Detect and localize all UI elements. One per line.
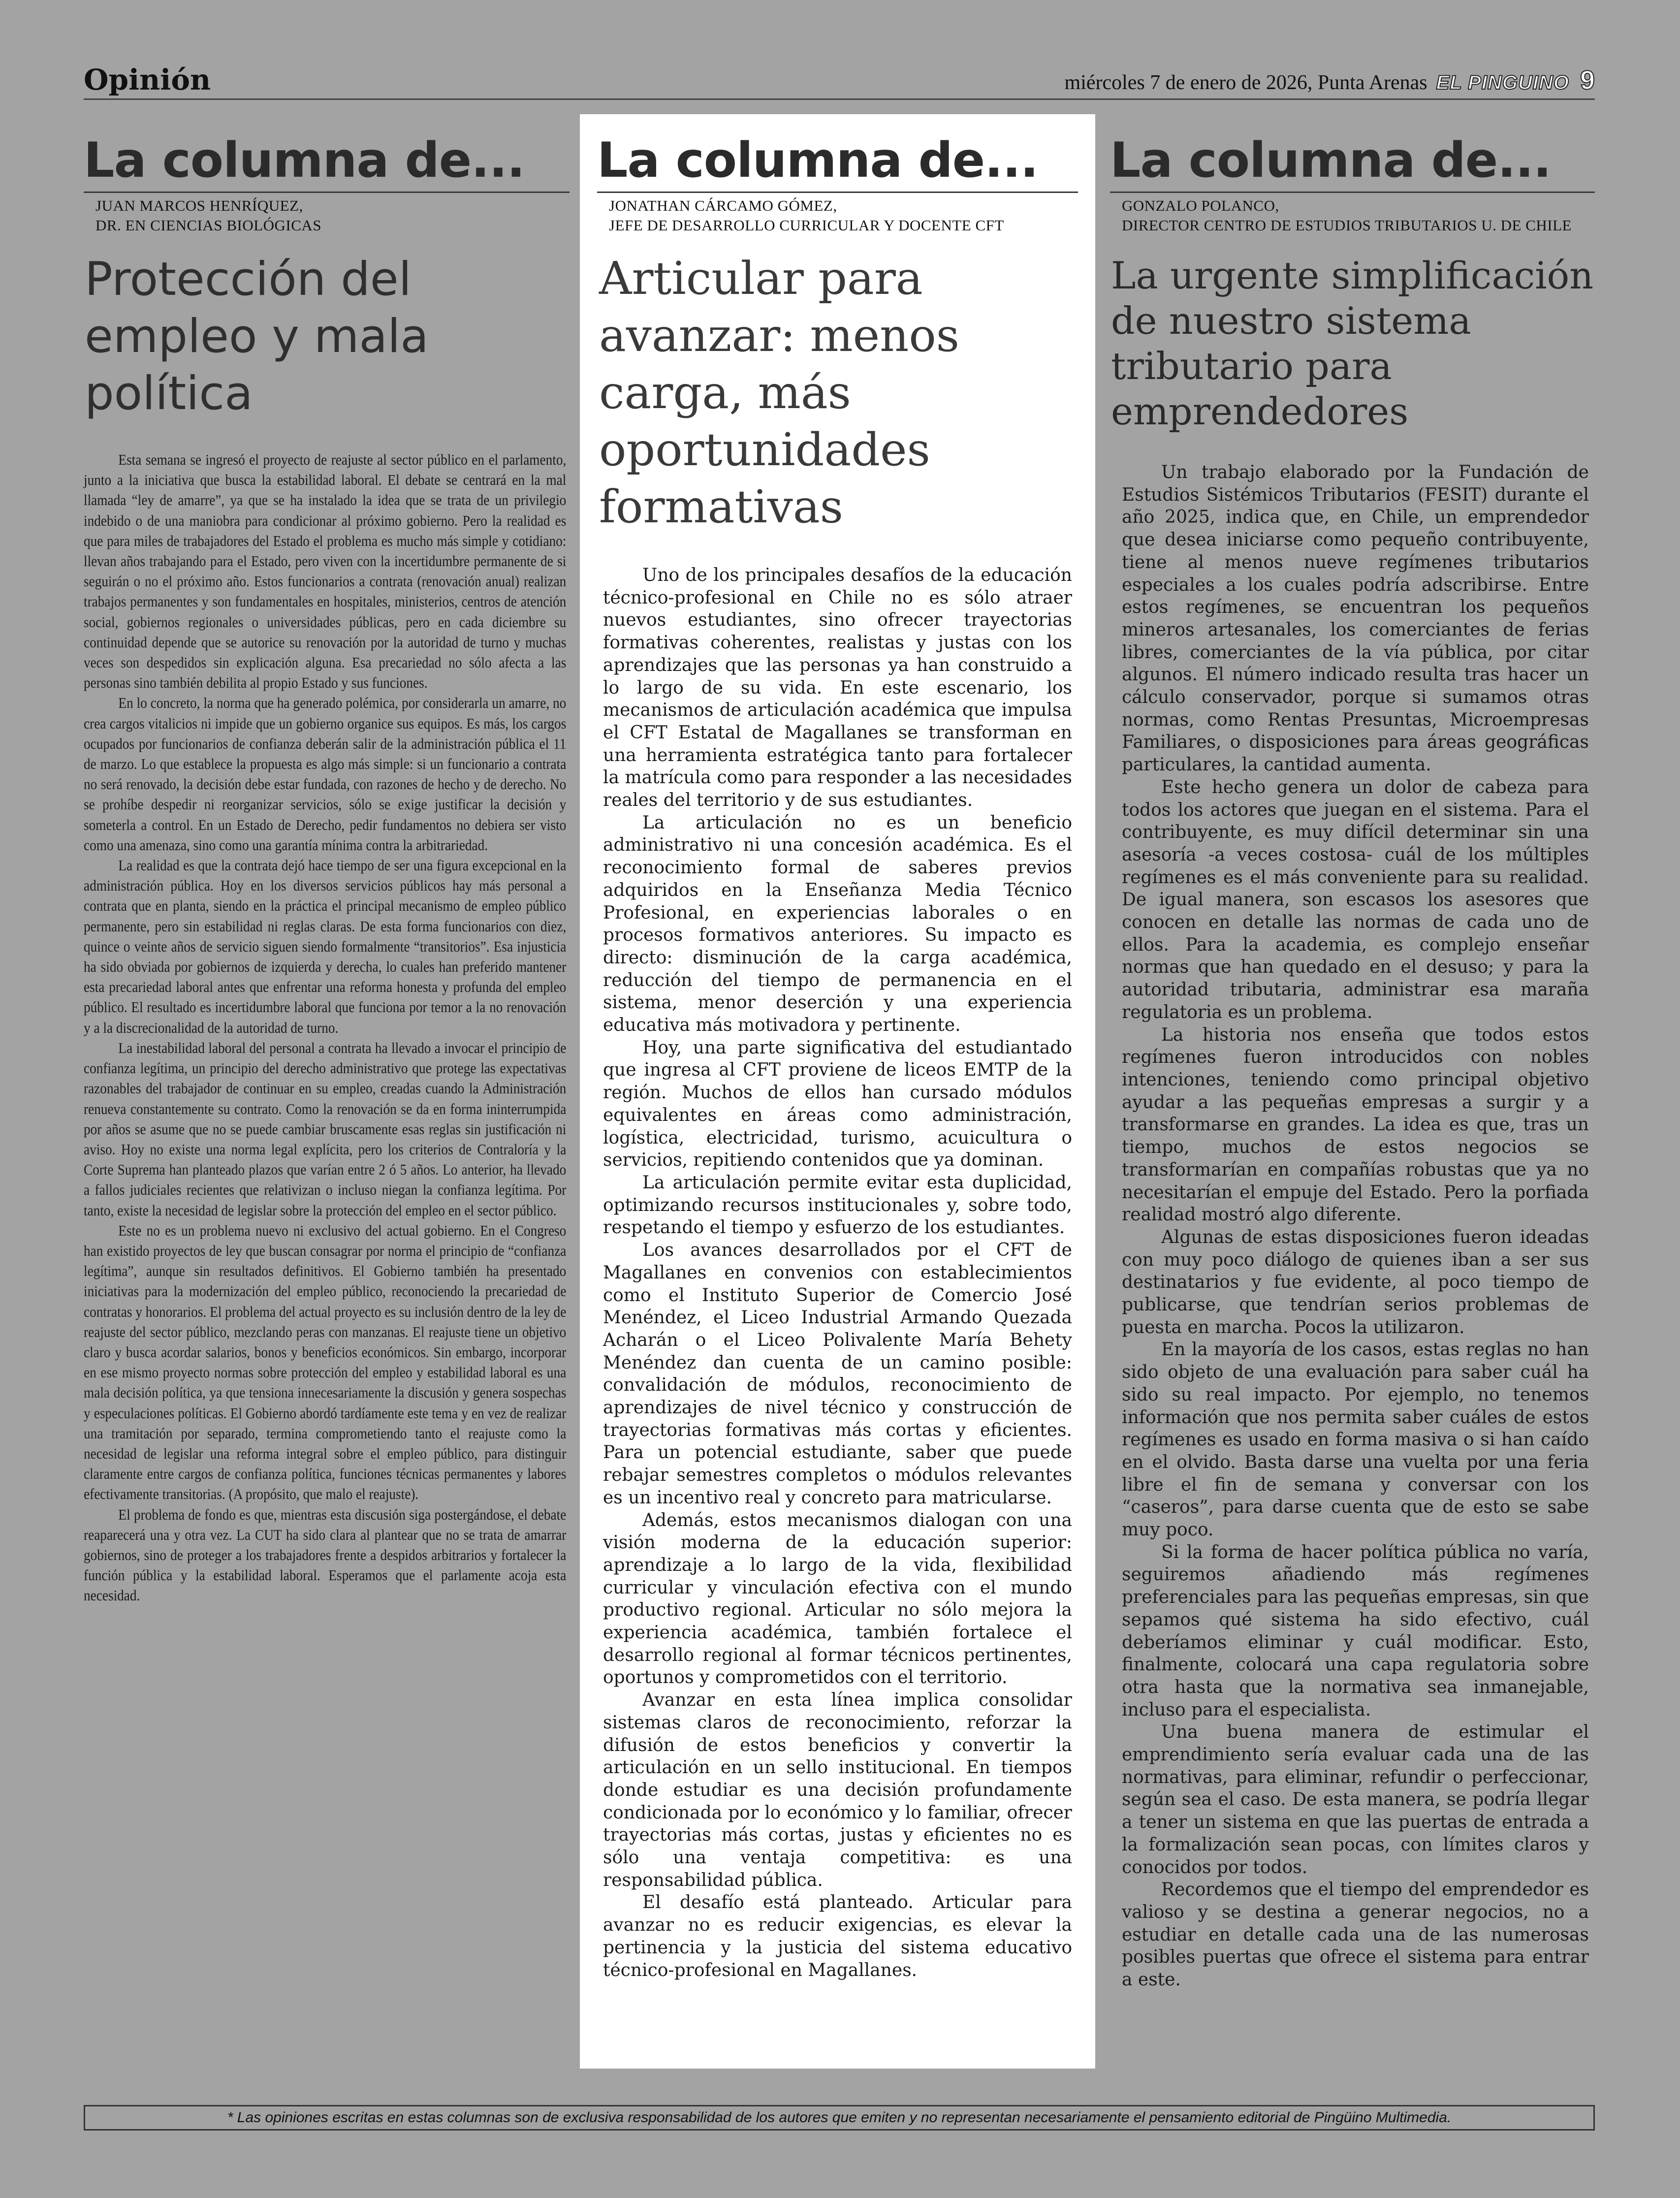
article-paragraph: Además, estos mecanismos dialogan con una visión moderna de la educación superior: aprendizaje a lo largo de la vida, flexibilidad curricular y vinculación efectiva con el mundo productivo regional. Articular no sólo mejora la experiencia académica, también fortalece el desarrollo regional al formar técnicos pertinentes, oportunos y comprometidos con el territorio. [603, 1510, 1072, 1688]
article-paragraph: La articulación permite evitar esta duplicidad, optimizando recursos institucionales y, sobre todo, respetando el tiempo y esfuerzo de los estudiantes. [603, 1172, 1072, 1238]
article-body [1110, 461, 1595, 1991]
article-headline: Protección del empleo y mala política [85, 253, 429, 420]
date-location: miércoles 7 de enero de 2026, Punta Arenas [1064, 71, 1427, 94]
column-kicker: La columna de... [597, 136, 1078, 193]
article-paragraph: Esta semana se ingresó el proyecto de reajuste al sector público en el parlamento, junto a la iniciativa que busca la estabilidad laboral. El debate se centrará en la mal llamada “ley de amarre”, ya que se ha instalado la idea que se trata de un privilegio indebido o de una maniobra para condicionar al próximo gobierno. Pero la realidad es que para miles de trabajadores del Estado el problema es mucho más simple y cotidiano: llevan años trabajando para el Estado, pero viven con la incertidumbre permanente de si seguirán o no el próximo año. Estos funcionarios a contrata (renovación anual) realizan trabajos permanentes y son fundamentales en hospitales, ministerios, centros de atención social, gobiernos regionales o universidades públicas, pero en cada diciembre su continuidad depende que se autorice su renovación por la autoridad de turno y muchas veces son despedidos sin explicación alguna. Esa precariedad no sólo afecta a las personas sino también debilita al propio Estado y sus funciones. [84, 451, 567, 692]
article-paragraph: Recordemos que el tiempo del emprendedor es valioso y se destina a generar negocios, no a estudiar en detalle cada una de las numerosas posibles puertas que ofrece el sistema para entrar a este. [1122, 1879, 1589, 1990]
masthead [84, 60, 1595, 100]
author-title: DR. EN CIENCIAS BIOLÓGICAS [95, 217, 322, 234]
article-paragraph: El desafío está planteado. Articular para avanzar no es reducir exigencias, es elevar la pertinencia y la justicia del sistema educativo técnico-profesional en Magallanes. [603, 1892, 1072, 1980]
article-paragraph: Uno de los principales desafíos de la educación técnico-profesional en Chile no es sólo atraer nuevos estudiantes, sino ofrecer trayectorias formativas coherentes, realistas y justas con los aprendizajes que las personas ya han construido a lo largo de su vida. En este escenario, los mecanismos de articulación académica que impulsa el CFT Estatal de Magallanes se transforman en una herramienta estratégica tanto para fortalecer la matrícula como para responder a las necesidades reales del territorio y de sus estudiantes. [603, 565, 1072, 811]
article-paragraph: Una buena manera de estimular el emprendimiento sería evaluar cada una de las normativas, para eliminar, refundir o perfeccionar, según sea el caso. De esta manera, se podría llegar a tener un sistema en que las puertas de entrada a la formalización sean pocas, con límites claros y conocidos por todos. [1122, 1722, 1589, 1878]
article-paragraph: Este no es un problema nuevo ni exclusivo del actual gobierno. En el Congreso han existido proyectos de ley que buscan consagrar por norma el principio de “confianza legítima”, aunque sin resultados definitivos. El Gobierno también ha presentado iniciativas para la modernización del empleo público, reconociendo la precariedad de contratas y honorarios. El problema del actual proyecto es su inclusión dentro de la ley de reajuste del sector público, mezclando peras con manzanas. El reajuste tiene un objetivo claro y busca acordar salarios, bonos y beneficios económicos. Sin embargo, incorporar en ese mismo proyecto normas sobre protección del empleo y estabilidad laboral es una mala decisión política, ya que tensiona innecesariamente la discusión y genera sospechas y especulaciones políticas. El Gobierno abordó tardíamente este tema y en vez de realizar una tramitación por separado, termina comprometiendo tanto el reajuste como la necesidad de legislar una reforma integral sobre el empleo público, para distinguir claramente entre cargos de confianza política, funciones técnicas permanentes y labores efectivamente transitorias. (A propósito, que malo el reajuste). [84, 1221, 567, 1503]
article-paragraph: La realidad es que la contrata dejó hace tiempo de ser una figura excepcional en la administración pública. Hoy en los diversos servicios públicos hay más personal a contrata que en planta, siendo en la práctica el principal mecanismo de empleo público permanente, pero sin estabilidad ni reglas claras. De esta forma funcionarios con diez, quince o veinte años de servicio siguen siendo formalmente “transitorios”. Esa injusticia ha sido obviada por gobiernos de izquierda y derecha, lo cuales han preferido mantener esta precariedad laboral antes que enfrentar una reforma honesta y profunda del empleo público. El resultado es incertidumbre laboral que funciona por temor a la no renovación y a la discrecionalidad de la autoridad de turno. [84, 857, 567, 1036]
article-paragraph: Si la forma de hacer política pública no varía, seguiremos añadiendo más regímenes preferenciales para las pequeñas empresas, sin que sepamos qué sistema ha sido efectivo, cuál deberíamos eliminar y cuál modificar. Esto, finalmente, colocará una capa regulatoria sobre otra hasta que la normativa sea inmanejable, incluso para el especialista. [1122, 1542, 1589, 1720]
article-paragraph: La articulación no es un beneficio administrativo ni una concesión académica. Es el reconocimiento formal de saberes previos adquiridos en la Enseñanza Media Técnico Profesional, en experiencias laborales o en procesos formativos anteriores. Su impacto es directo: disminución de la carga académica, reducción del tiempo de permanencia en el sistema, menor deserción y una experiencia educativa más motivadora y pertinente. [603, 812, 1072, 1036]
section-label: Opinión [84, 63, 211, 96]
article-paragraph: La historia nos enseña que todos estos regímenes fueron introducidos con nobles intenciones, teniendo como principal objetivo ayudar a las pequeñas empresas a surgir y a transformarse en grandes. La idea es que, tras un tiempo, muchos de estos negocios se transformarían en compañías robustas que ya no necesitarían el empuje del Estado. Pero la porfiada realidad mostró algo diferente. [1122, 1024, 1589, 1225]
article-paragraph: Algunas de estas disposiciones fueron ideadas con muy poco diálogo de quienes iban a ser sus destinatarios y fue evidente, al poco tiempo de publicarse, que tendrían serios problemas de puesta en marcha. Pocos la utilizaron. [1122, 1227, 1589, 1338]
author-byline [95, 196, 570, 235]
column-3 [1110, 114, 1595, 2027]
article-paragraph: Hoy, una parte significativa del estudiantado que ingresa al CFT proviene de liceos EMTP de la región. Muchos de ellos han cursado módulos equivalentes en áreas como administración, logística, electricidad, turismo, acuicultura o servicios, repitiendo contenidos que ya dominan. [603, 1037, 1072, 1171]
article-headline: La urgente simplificación de nuestro sistema tributario para emprendedores [1111, 254, 1594, 433]
article-paragraph: La inestabilidad laboral del personal a contrata ha llevado a invocar el principio de confianza legítima, un principio del derecho administrativo que protege las expectativas razonables del trabajador de continuar en su empleo, creadas cuando la Administración renueva constantemente su contrato. Como la renovación se da en forma ininterrumpida por años se asume que no se puede cambiar bruscamente esas reglas sin justificación ni aviso. Hoy no existe una norma legal explícita, pero los criterios de Contraloría y la Corte Suprema han planteado plazos que varían entre 2 ó 5 años. Lo anterior, ha llevado a fallos judiciales recientes que relativizan o incluso niegan la confianza legítima. Por tanto, existe la necesidad de legislar sobre la protección del empleo en el sector público. [84, 1039, 567, 1219]
footer-disclaimer-box [84, 2105, 1595, 2131]
page-number: 9 [1580, 65, 1595, 95]
article-body [84, 449, 570, 1606]
article-paragraph: Avanzar en esta línea implica consolidar sistemas claros de reconocimiento, reforzar la difusión de estos beneficios y convertir la articulación en un sello institucional. En tiempos donde estudiar es una decisión profundamente condicionada por lo económico y lo familiar, ofrecer trayectorias más cortas, justas y eficientes no es sólo una ventaja competitiva: es una responsabilidad pública. [603, 1690, 1072, 1890]
article-paragraph: En la mayoría de los casos, estas reglas no han sido objeto de una evaluación para saber cuál ha sido su real impacto. Por ejemplo, no tenemos información que nos permita saber cuáles de estos regímenes es usado en forma masiva o si han caído en el olvido. Basta darse una vuelta por una feria libre el fin de semana y conversar con los “caseros”, para darse cuenta que de esto se sabe muy poco. [1122, 1339, 1589, 1540]
author-name: JUAN MARCOS HENRÍQUEZ, [95, 197, 303, 214]
article-paragraph: En lo concreto, la norma que ha generado polémica, por considerarla un amarre, no crea cargos vitalicios ni impide que un gobierno organice sus equipos. Es más, los cargos ocupados por funcionarios de confianza deberán salir de la administración pública el 11 de marzo. Lo que establece la propuesta es algo más simple: si un funcionario a contrata no será renovado, la decisión debe estar fundada, con razones de hecho y de derecho. No se prohíbe despedir ni reorganizar servicios, sólo se exige justificar la decisión y someterla a control. En un Estado de Derecho, pedir fundamentos no debiera ser visto como una amenaza, sino como una garantía mínima contra la arbitrariedad. [84, 694, 567, 854]
author-byline [609, 196, 1078, 235]
column-2 [580, 114, 1095, 2069]
column-kicker: La columna de... [84, 114, 570, 193]
article-paragraph: Los avances desarrollados por el CFT de Magallanes en convenios con establecimientos como el Instituto Superior de Comercio José Menéndez, el Liceo Industrial Armando Quezada Acharán o el Liceo Polivalente María Behety Menéndez dan cuenta de un camino posible: convalidación de módulos, reconocimiento de aprendizajes de nivel técnico y construcción de trayectorias formativas más cortas y eficientes. Para un potencial estudiante, saber que puede rebajar semestres completos o módulos relevantes es un incentivo real y concreto para matricularse. [603, 1240, 1072, 1508]
article-paragraph: Un trabajo elaborado por la Fundación de Estudios Sistémicos Tributarios (FESIT) durante el año 2025, indica que, en Chile, un emprendedor que desea iniciarse como pequeño contribuyente, tiene al menos nueve regímenes tributarios especiales a los cuales podría adscribirse. Entre estos regímenes, se encuentran los pequeños mineros artesanales, los comerciantes de ferias libres, comerciantes de la vía pública, por citar algunos. El número indicado resulta tras hacer un cálculo conservador, porque si sumamos otras normas, como Rentas Presuntas, Microempresas Familiares, o disposiciones para áreas geográficas particulares, la cantidad aumenta. [1122, 462, 1589, 775]
author-name: GONZALO POLANCO, [1122, 197, 1279, 214]
footer-disclaimer: * Las opiniones escritas en estas columnas son de exclusiva responsabilidad de los autores que emiten y no representan necesariamente el pensamiento editorial de Pingüino Multimedia. [227, 2109, 1452, 2126]
author-title: JEFE DE DESARROLLO CURRICULAR Y DOCENTE CFT [609, 217, 1004, 234]
newspaper-brand: EL PINGUINO [1436, 72, 1569, 94]
column-kicker: La columna de... [1110, 114, 1595, 193]
column-1 [84, 114, 570, 2027]
article-paragraph: Este hecho genera un dolor de cabeza para todos los actores que juegan en el sistema. Para el contribuyente, es muy difícil determinar sin una asesoría -a veces costosa- cuál de los múltiples regímenes es el más conveniente para su realidad. De igual manera, son escasos los asesores que conocen en detalle las normas de cada uno de ellos. Para la academia, es complejo enseñar normas que han quedado en el desuso; y para la autoridad tributaria, administrar esa maraña regulatoria es un problema. [1122, 777, 1589, 1022]
article-paragraph: El problema de fondo es que, mientras esta discusión siga postergándose, el debate reaparecerá una y otra vez. La CUT ha sido clara al plantear que no se trata de amarrar gobiernos, sino de proteger a los trabajadores frente a despidos arbitrarios y fortalecer la función pública y la estabilidad laboral. Esperamos que el parlamente acoja esta necesidad. [84, 1505, 567, 1604]
author-title: DIRECTOR CENTRO DE ESTUDIOS TRIBUTARIOS U. DE CHILE [1122, 217, 1572, 234]
author-name: JONATHAN CÁRCAMO GÓMEZ, [609, 197, 837, 214]
article-body [597, 564, 1078, 1981]
article-headline: Articular para avanzar: menos carga, más oportunidades formativas [599, 252, 960, 533]
dateline [1065, 65, 1595, 96]
author-byline [1122, 196, 1595, 235]
